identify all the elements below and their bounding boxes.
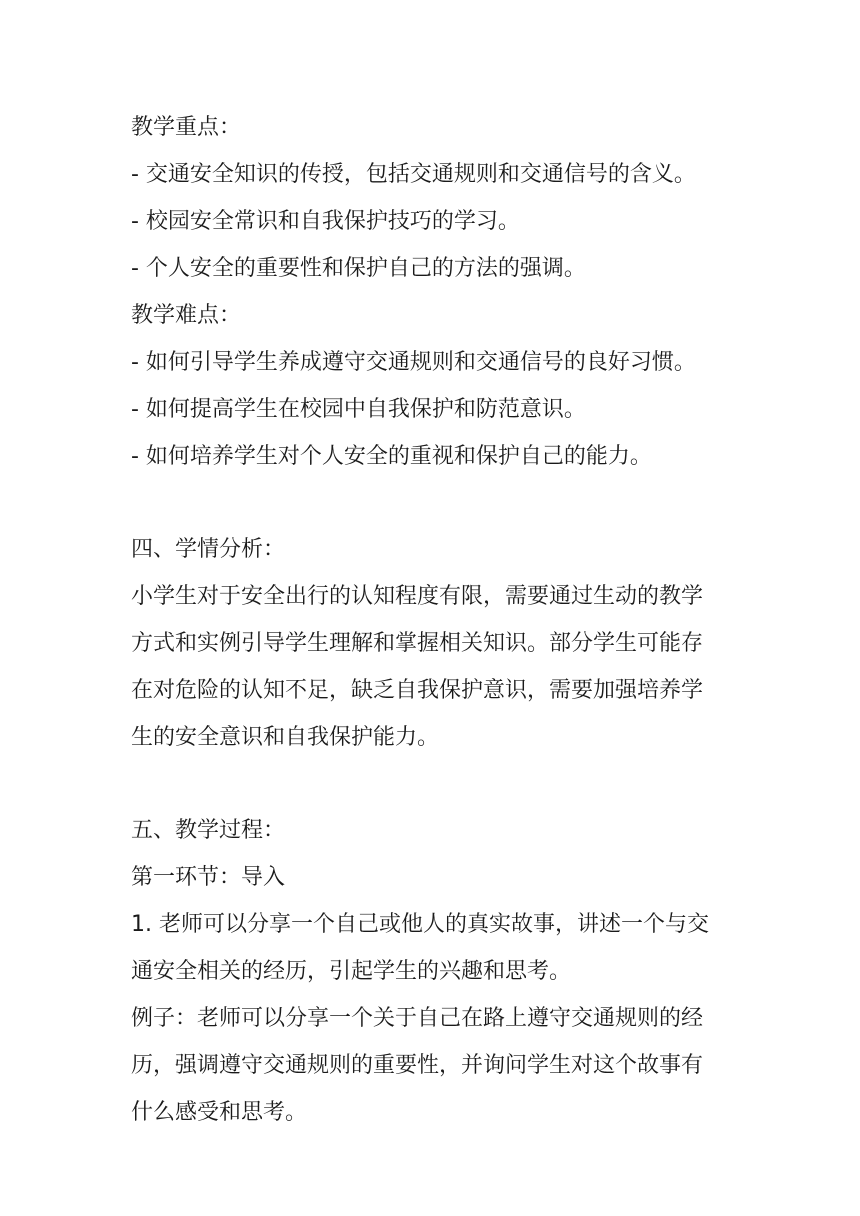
example-line: 什么感受和思考。 bbox=[131, 1100, 308, 1125]
section-gap bbox=[131, 761, 736, 807]
step-line: 通安全相关的经历，引起学生的兴趣和思考。 bbox=[131, 959, 572, 984]
step-line: 1. 老师可以分享一个自己或他人的真实故事，讲述一个与交 bbox=[131, 912, 709, 937]
difficulty-item: - 如何提高学生在校园中自我保护和防范意识。 bbox=[131, 397, 586, 422]
document-body bbox=[131, 104, 736, 1136]
analysis-line: 生的安全意识和自我保护能力。 bbox=[131, 725, 440, 750]
teaching-focus-heading: 教学重点： bbox=[131, 115, 242, 140]
stage-heading: 第一环节：导入 bbox=[131, 865, 286, 890]
analysis-line: 在对危险的认知不足，缺乏自我保护意识，需要加强培养学 bbox=[131, 678, 704, 703]
example-line: 例子：老师可以分享一个关于自己在路上遵守交通规则的经 bbox=[131, 1006, 704, 1031]
teaching-difficulty-heading: 教学难点： bbox=[131, 303, 242, 328]
focus-item: - 个人安全的重要性和保护自己的方法的强调。 bbox=[131, 256, 586, 281]
process-heading: 五、教学过程： bbox=[131, 818, 286, 843]
analysis-heading: 四、学情分析： bbox=[131, 537, 286, 562]
section-gap bbox=[131, 480, 736, 526]
analysis-line: 方式和实例引导学生理解和掌握相关知识。部分学生可能存 bbox=[131, 631, 704, 656]
difficulty-item: - 如何培养学生对个人安全的重视和保护自己的能力。 bbox=[131, 444, 652, 469]
analysis-line: 小学生对于安全出行的认知程度有限，需要通过生动的教学 bbox=[131, 584, 704, 609]
focus-item: - 交通安全知识的传授，包括交通规则和交通信号的含义。 bbox=[131, 162, 696, 187]
difficulty-item: - 如何引导学生养成遵守交通规则和交通信号的良好习惯。 bbox=[131, 350, 696, 375]
focus-item: - 校园安全常识和自我保护技巧的学习。 bbox=[131, 209, 520, 234]
example-line: 历，强调遵守交通规则的重要性，并询问学生对这个故事有 bbox=[131, 1053, 704, 1078]
